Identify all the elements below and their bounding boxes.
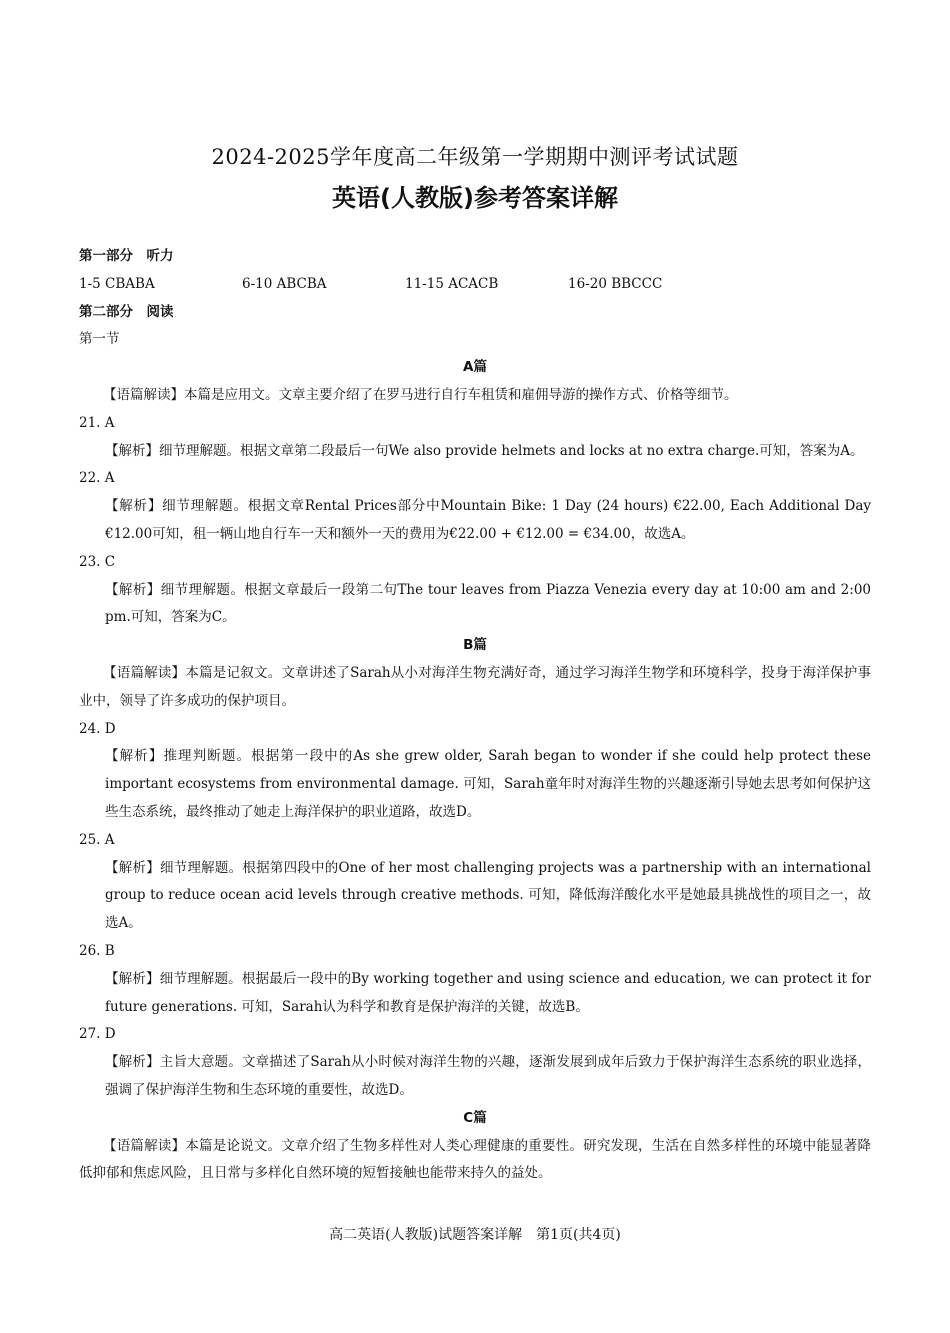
passage-a-overview: 【语篇解读】本篇是应用文。文章主要介绍了在罗马进行自行车租赁和雇佣导游的操作方式、价格等细节。	[103, 386, 738, 403]
document-body	[79, 243, 871, 1188]
question-25-answer: 25. A	[79, 831, 115, 848]
question-22-explanation: 【解析】细节理解题。根据文章Rental Prices部分中Mountain Bike: 1 Day (24 hours) €22.00, Each Additional Day €12.00可知，租一辆山地自行车一天和额外一天的费用为€22.00 + €12.00 = €34.00，故选A。	[105, 498, 871, 542]
part1-heading: 第一部分 听力	[79, 248, 174, 264]
page-footer: 高二英语(人教版)试题答案详解 第1页(共4页)	[329, 1227, 621, 1243]
section-label: 第一节	[79, 331, 120, 348]
question-27-answer: 27. D	[79, 1026, 116, 1043]
answer-group-6-10: 6-10 ABCBA	[242, 275, 327, 292]
answer-group-16-20: 16-20 BBCCC	[568, 275, 663, 292]
part2-heading: 第二部分 阅读	[79, 303, 174, 320]
listening-answers	[79, 271, 871, 299]
question-23-answer: 23. C	[79, 553, 116, 570]
passage-a-title: A篇	[463, 359, 487, 376]
passage-c-overview: 【语篇解读】本篇是论说文。文章介绍了生物多样性对人类心理健康的重要性。研究发现，生活在自然多样性的环境中能显著降低抑郁和焦虑风险，且日常与多样化自然环境的短暂接触也能带来持久的益处。	[79, 1137, 871, 1182]
passage-c-title: C篇	[463, 1109, 487, 1126]
document-subtitle: 英语(人教版)参考答案详解	[332, 184, 618, 212]
question-21-answer: 21. A	[79, 414, 115, 431]
question-23-explanation: 【解析】细节理解题。根据文章最后一段第二句The tour leaves from Piazza Venezia every day at 10:00 am and 2:00 pm.可知，答案为C。	[105, 581, 871, 626]
exam-title: 2024-2025学年度高二年级第一学期期中测评考试试题	[211, 145, 739, 169]
question-24-explanation: 【解析】推理判断题。根据第一段中的As she grew older, Sarah began to wonder if she could help protect these important ecosystems from environmental damage. 可知，Sarah童年时对海洋生物的兴趣逐渐引导她去思考如何保护这些生态系统，最终推动了她走上海洋保护的职业道路，故选D。	[105, 748, 871, 820]
question-25-explanation: 【解析】细节理解题。根据第四段中的One of her most challenging projects was a partnership with an international group to reduce ocean acid levels through creative methods. 可知，降低海洋酸化水平是她最具挑战性的项目之一，故选A。	[105, 859, 871, 932]
question-26-answer: 26. B	[79, 942, 115, 959]
answer-group-1-5: 1-5 CBABA	[79, 275, 155, 292]
passage-b-overview: 【语篇解读】本篇是记叙文。文章讲述了Sarah从小对海洋生物充满好奇，通过学习海洋生物学和环境科学，投身于海洋保护事业中，领导了许多成功的保护项目。	[79, 664, 871, 709]
question-24-answer: 24. D	[79, 720, 116, 737]
question-22-answer: 22. A	[79, 470, 115, 487]
passage-b-title: B篇	[463, 637, 487, 654]
question-26-explanation: 【解析】细节理解题。根据最后一段中的By working together and using science and education, we can protect it for future generations. 可知，Sarah认为科学和教育是保护海洋的关键，故选B。	[105, 970, 871, 1015]
answer-group-11-15: 11-15 ACACB	[405, 275, 499, 292]
question-27-explanation: 【解析】主旨大意题。文章描述了Sarah从小时候对海洋生物的兴趣，逐渐发展到成年后致力于保护海洋生态系统的职业选择，强调了保护海洋生物和生态环境的重要性，故选D。	[105, 1054, 871, 1098]
question-21-explanation: 【解析】细节理解题。根据文章第二段最后一句We also provide helmets and locks at no extra charge.可知，答案为A。	[105, 442, 864, 459]
